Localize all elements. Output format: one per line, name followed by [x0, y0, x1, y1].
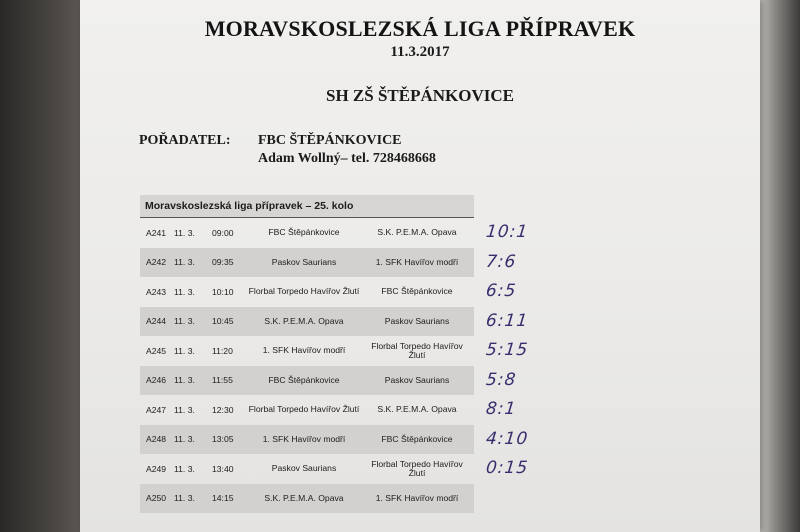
organizer-contact: Adam Wollný– tel. 728468668	[258, 151, 436, 166]
away-team: S.K. P.E.M.A. Opava	[377, 404, 457, 415]
away-team: 1. SFK Havířov modří	[375, 492, 459, 503]
table-row	[140, 307, 474, 337]
table-row	[140, 218, 474, 248]
match-id: A245	[146, 345, 167, 356]
match-time: 14:15	[212, 493, 234, 504]
home-team: S.K. P.E.M.A. Opava	[264, 315, 344, 326]
table-row	[140, 366, 474, 396]
page-title: MORAVSKOSLEZSKÁ LIGA PŘÍPRAVEK	[204, 16, 636, 41]
match-time: 13:05	[212, 434, 234, 445]
match-id: A242	[146, 257, 167, 268]
match-id: A244	[146, 316, 167, 327]
match-time: 09:35	[212, 257, 234, 268]
venue-name: SH ZŠ ŠTĚPÁNKOVICE	[326, 86, 514, 105]
home-team: S.K. P.E.M.A. Opava	[264, 492, 344, 503]
handwritten-score: 4:10	[484, 428, 530, 449]
match-day: 11. 3.	[174, 286, 195, 297]
handwritten-score: 8:1	[484, 399, 518, 419]
match-day: 11. 3.	[174, 404, 195, 415]
match-day: 11. 3.	[174, 227, 195, 238]
schedule-table	[140, 195, 474, 513]
match-time: 10:10	[212, 286, 234, 297]
organizer-name: FBC ŠTĚPÁNKOVICE	[258, 133, 402, 148]
table-row	[140, 248, 474, 278]
match-id: A247	[146, 404, 167, 415]
background-wall-left	[0, 0, 82, 532]
match-id: A243	[146, 286, 167, 297]
match-id: A246	[146, 375, 167, 386]
home-team: Paskov Saurians	[271, 256, 337, 267]
match-time: 13:40	[212, 463, 234, 474]
match-day: 11. 3.	[174, 345, 195, 356]
match-time: 11:55	[212, 375, 233, 386]
organizer-label: POŘADATEL:	[139, 133, 231, 148]
table-row	[140, 484, 474, 514]
handwritten-score: 10:1	[484, 222, 530, 242]
away-team: Paskov Saurians	[384, 315, 450, 326]
match-day: 11. 3.	[174, 493, 195, 504]
table-row	[140, 336, 474, 366]
away-team: S.K. P.E.M.A. Opava	[377, 227, 457, 238]
away-team: Florbal Torpedo Havířov Žlutí	[371, 340, 463, 360]
match-id: A248	[146, 434, 167, 445]
match-day: 11. 3.	[174, 463, 195, 474]
match-day: 11. 3.	[174, 375, 195, 386]
home-team: FBC Štěpánkovice	[268, 227, 340, 238]
table-caption: Moravskoslezská liga přípravek – 25. kolo	[140, 195, 474, 218]
handwritten-score: 7:6	[484, 251, 518, 272]
table-row	[140, 277, 474, 307]
handwritten-score: 6:11	[484, 310, 530, 331]
handwritten-score: 6:5	[484, 281, 518, 301]
table-row	[140, 425, 474, 455]
background-wall-right	[758, 0, 800, 532]
home-team: Paskov Saurians	[271, 463, 337, 474]
away-team: FBC Štěpánkovice	[381, 286, 453, 297]
home-team: Florbal Torpedo Havířov Žlutí	[248, 404, 360, 415]
match-time: 09:00	[212, 227, 234, 238]
match-day: 11. 3.	[174, 316, 195, 327]
event-date: 11.3.2017	[390, 44, 450, 60]
match-id: A249	[146, 463, 167, 474]
match-id: A241	[146, 227, 167, 238]
away-team: 1. SFK Havířov modří	[375, 256, 459, 267]
match-day: 11. 3.	[174, 257, 195, 268]
match-day: 11. 3.	[174, 434, 195, 445]
table-row	[140, 395, 474, 425]
table-row	[140, 454, 474, 484]
match-time: 10:45	[212, 316, 234, 327]
home-team: 1. SFK Havířov modří	[262, 345, 346, 356]
away-team: Florbal Torpedo Havířov Žlutí	[371, 458, 463, 478]
home-team: 1. SFK Havířov modří	[262, 433, 346, 444]
away-team: Paskov Saurians	[384, 374, 450, 385]
handwritten-score: 0:15	[484, 458, 530, 478]
home-team: FBC Štěpánkovice	[268, 374, 340, 385]
handwritten-score: 5:15	[484, 340, 530, 360]
home-team: Florbal Torpedo Havířov Žlutí	[248, 286, 360, 297]
match-time: 12:30	[212, 404, 234, 415]
match-time: 11:20	[212, 345, 233, 356]
match-id: A250	[146, 493, 167, 504]
away-team: FBC Štěpánkovice	[381, 433, 453, 444]
handwritten-score: 5:8	[484, 369, 518, 390]
